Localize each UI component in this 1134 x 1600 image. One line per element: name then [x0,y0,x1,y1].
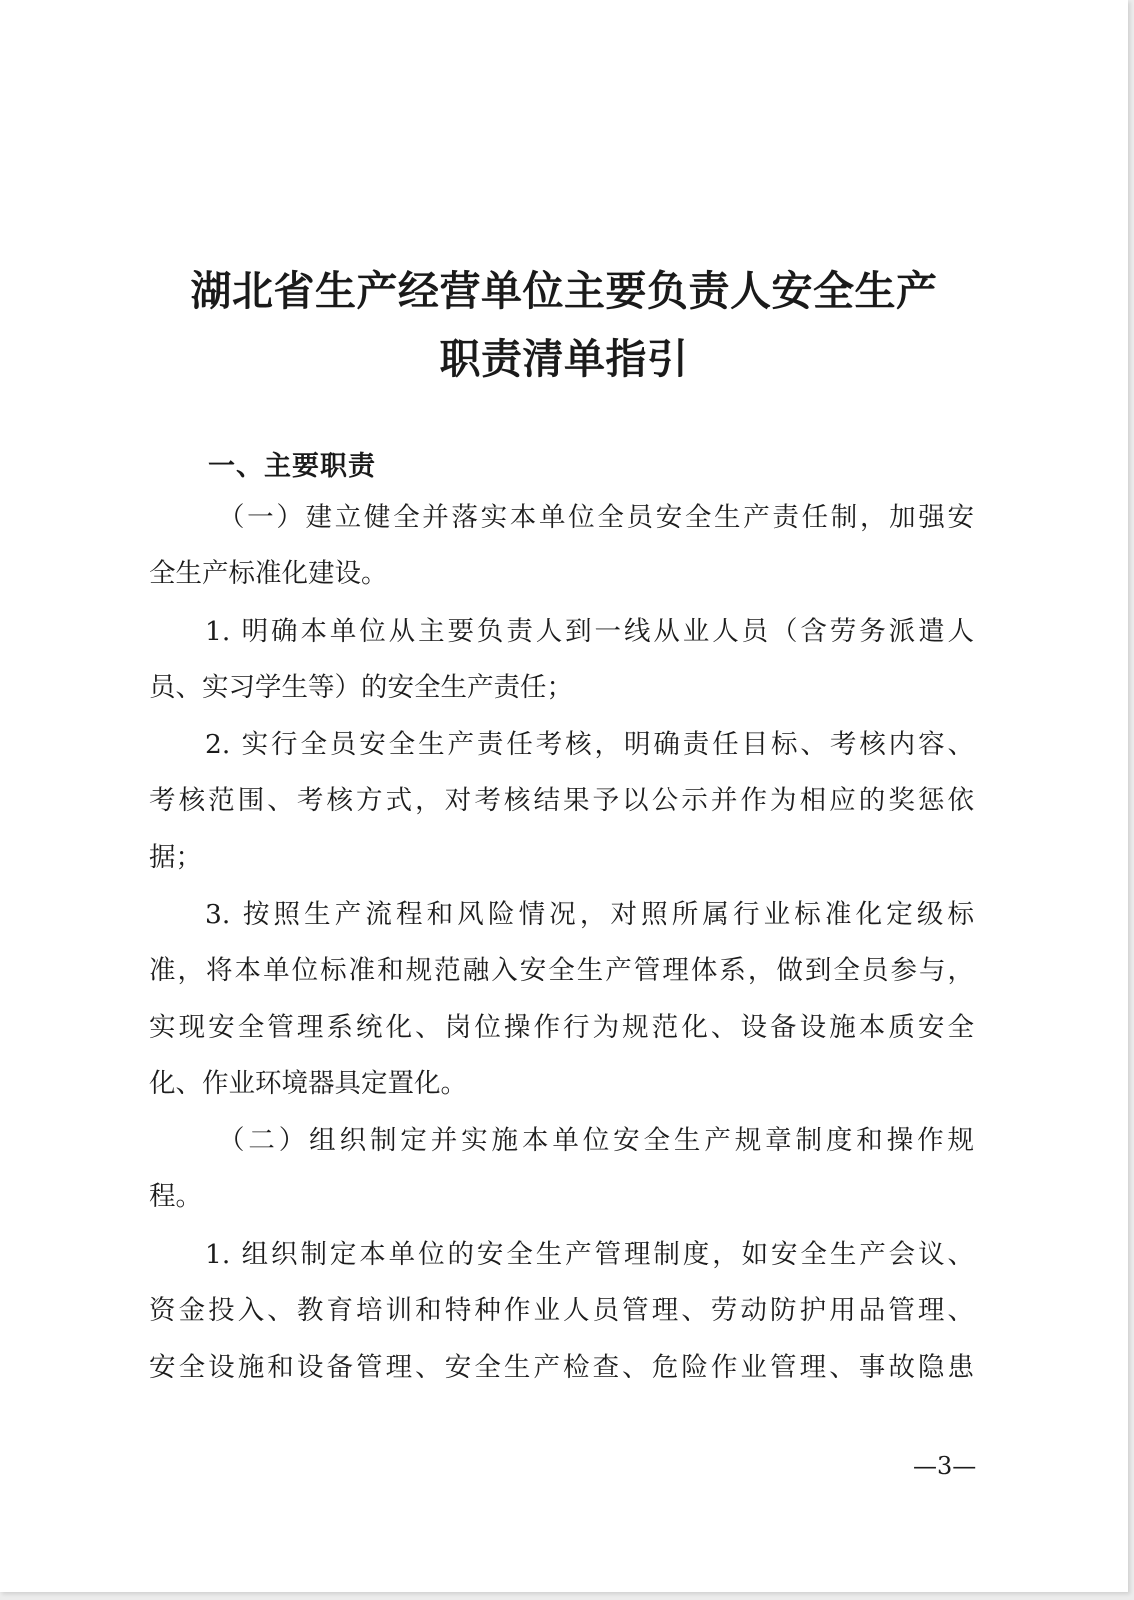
paragraph-line: 准，将本单位标准和规范融入安全生产管理体系，做到全员参与， [149,955,974,986]
paragraph-line: （二）组织制定并实施本单位安全生产规章制度和操作规 [218,1125,974,1156]
paragraph-line: 据； [149,842,202,873]
paragraph-line: 实现安全管理系统化、岗位操作行为规范化、设备设施本质安全 [149,1012,974,1043]
paragraph-line: 安全设施和设备管理、安全生产检查、危险作业管理、事故隐患 [149,1352,974,1383]
page-number: —3— [913,1452,977,1480]
paragraph-line: 资金投入、教育培训和特种作业人员管理、劳动防护用品管理、 [149,1295,974,1326]
paragraph-line: 考核范围、考核方式，对考核结果予以公示并作为相应的奖惩依 [149,785,974,816]
paragraph-line: 1. 明确本单位从主要负责人到一线从业人员（含劳务派遣人 [205,616,974,647]
paragraph-line: 程。 [149,1181,202,1212]
paragraph-line: 化、作业环境器具定置化。 [149,1068,467,1099]
document-title-line-2: 职责清单指引 [439,335,689,383]
paragraph-line: 全生产标准化建设。 [149,558,388,589]
paragraph-line: 1. 组织制定本单位的安全生产管理制度，如安全生产会议、 [205,1239,974,1270]
section-heading: 一、主要职责 [208,451,376,482]
paragraph-line: 员、实习学生等）的安全生产责任； [149,672,573,703]
paragraph-line: 2. 实行全员安全生产责任考核，明确责任目标、考核内容、 [205,729,974,760]
paragraph-line: （一）建立健全并落实本单位全员安全生产责任制，加强安 [218,502,974,533]
paragraph-line: 3. 按照生产流程和风险情况，对照所属行业标准化定级标 [205,899,974,930]
document-title-line-1: 湖北省生产经营单位主要负责人安全生产 [190,267,938,315]
